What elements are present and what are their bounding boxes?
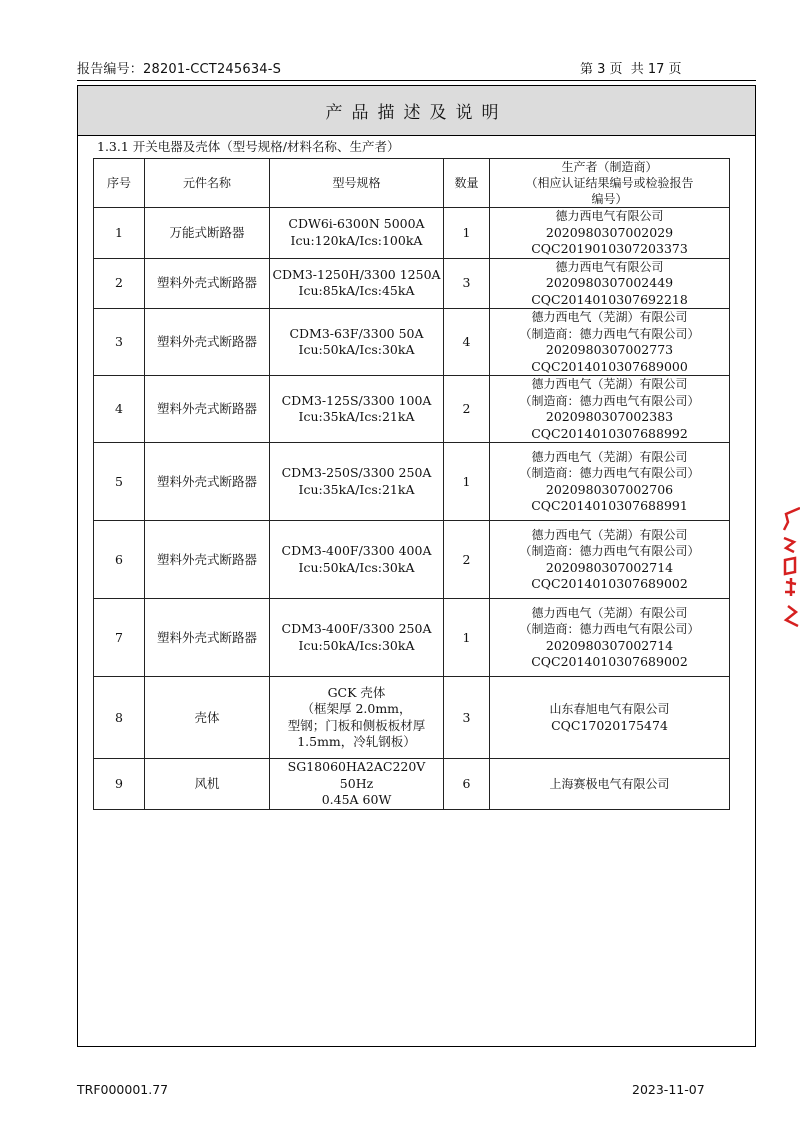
model-spec: [270, 258, 444, 309]
table-row: [94, 521, 730, 599]
manufacturer-line: 2020980307002706: [545, 481, 674, 497]
manufacturer-line: 2020980307002773: [545, 342, 674, 357]
manufacturer-line: 2020980307002029: [545, 224, 674, 240]
model-line: 型钢；门板和侧板板材厚: [287, 717, 426, 733]
model-spec: [270, 599, 444, 677]
manufacturer-line: 2020980307002714: [545, 637, 674, 653]
manufacturer-line: （制造商：德力西电气有限公司）: [519, 466, 700, 480]
header-rule: [77, 80, 756, 81]
maker-header-line: 生产者（制造商）: [561, 160, 658, 174]
page-title: 产品描述及说明: [325, 103, 508, 123]
col-header-maker: [490, 159, 730, 208]
manufacturer-line: 德力西电气（芜湖）有限公司: [531, 527, 688, 542]
model-spec: [270, 443, 444, 521]
manufacturer-line: CQC2014010307689002: [531, 576, 688, 591]
manufacturer-line: （制造商：德力西电气有限公司）: [519, 544, 700, 558]
row-number: 5: [94, 443, 145, 521]
model-line: CDM3-400F/3300 400A: [281, 543, 432, 558]
model-spec: [270, 309, 444, 376]
form-number: TRF000001.77: [77, 1082, 169, 1097]
row-number: 2: [94, 258, 145, 309]
manufacturer-line: 山东春旭电气有限公司: [549, 702, 670, 716]
maker-header-line: （相应认证结果编号或检验报告: [525, 176, 694, 190]
seal-stamp-edge: [780, 500, 800, 630]
page-total: 共 17 页: [630, 62, 682, 77]
table-row: [94, 677, 730, 759]
row-number: 7: [94, 599, 145, 677]
model-spec: [270, 677, 444, 759]
table-header-row: [94, 159, 730, 208]
manufacturer: [490, 759, 730, 810]
model-line: CDM3-1250H/3300 1250A: [272, 266, 441, 282]
manufacturer-line: 2020980307002383: [545, 409, 674, 424]
component-name: 塑料外壳式断路器: [145, 443, 270, 521]
row-number: 9: [94, 759, 145, 810]
report-number: 报告编号：28201-CCT245634-S: [77, 62, 282, 77]
manufacturer: [490, 309, 730, 376]
quantity: 3: [444, 258, 490, 309]
model-line: Icu:35kA/Ics:21kA: [298, 409, 415, 424]
table-row: [94, 208, 730, 259]
manufacturer-line: CQC2019010307203373: [531, 241, 688, 256]
manufacturer-line: CQC2014010307688991: [531, 498, 688, 513]
table-row: [94, 443, 730, 521]
model-line: SG18060HA2AC220V 50Hz: [287, 759, 426, 791]
component-name: 风机: [145, 759, 270, 810]
manufacturer-line: 德力西电气（芜湖）有限公司: [531, 310, 688, 324]
page-indicator: [580, 58, 686, 77]
model-line: CDM3-400F/3300 250A: [281, 621, 432, 636]
quantity: 1: [444, 599, 490, 677]
title-band: [78, 86, 755, 136]
manufacturer-line: 2020980307002449: [545, 275, 674, 290]
row-number: 6: [94, 521, 145, 599]
manufacturer-line: 德力西电气有限公司: [555, 209, 664, 223]
quantity: 3: [444, 677, 490, 759]
component-name: 塑料外壳式断路器: [145, 521, 270, 599]
col-header-name: 元件名称: [145, 159, 270, 208]
component-name: 塑料外壳式断路器: [145, 599, 270, 677]
manufacturer: [490, 258, 730, 309]
model-line: CDW6i-6300N 5000A: [288, 216, 425, 232]
model-spec: [270, 521, 444, 599]
manufacturer-line: （制造商：德力西电气有限公司）: [519, 326, 700, 341]
quantity: 1: [444, 208, 490, 259]
manufacturer-line: CQC2014010307688992: [531, 425, 688, 441]
quantity: 4: [444, 309, 490, 376]
model-line: 0.45A 60W: [321, 792, 392, 807]
manufacturer-line: 德力西电气（芜湖）有限公司: [531, 377, 688, 391]
row-number: 8: [94, 677, 145, 759]
component-name: 万能式断路器: [145, 208, 270, 259]
manufacturer: [490, 677, 730, 759]
model-line: （框架厚 2.0mm，: [301, 701, 412, 716]
manufacturer-line: （制造商：德力西电气有限公司）: [519, 393, 700, 408]
table-row: [94, 258, 730, 309]
model-line: Icu:50kA/Ics:30kA: [298, 559, 415, 575]
manufacturer-line: 德力西电气（芜湖）有限公司: [531, 449, 688, 464]
model-line: CDM3-63F/3300 50A: [289, 325, 424, 341]
model-line: Icu:50kA/Ics:30kA: [298, 637, 415, 653]
quantity: 2: [444, 376, 490, 443]
manufacturer: [490, 521, 730, 599]
model-line: GCK 壳体: [327, 684, 386, 700]
manufacturer: [490, 443, 730, 521]
manufacturer-line: 2020980307002714: [545, 559, 674, 575]
quantity: 2: [444, 521, 490, 599]
col-header-qty: 数量: [444, 159, 490, 208]
manufacturer: [490, 599, 730, 677]
model-line: Icu:85kA/Ics:45kA: [298, 283, 415, 299]
component-name: 塑料外壳式断路器: [145, 309, 270, 376]
component-name: 壳体: [145, 677, 270, 759]
col-header-model: 型号规格: [270, 159, 444, 208]
page-frame: [77, 85, 756, 1047]
manufacturer: [490, 208, 730, 259]
model-line: Icu:120kA/Ics:100kA: [290, 232, 423, 248]
table-row: [94, 309, 730, 376]
table-row: [94, 599, 730, 677]
page-number: 第 3 页: [580, 62, 623, 77]
model-line: CDM3-250S/3300 250A: [281, 465, 432, 480]
table-row: [94, 376, 730, 443]
quantity: 6: [444, 759, 490, 810]
col-header-no: 序号: [94, 159, 145, 208]
manufacturer-line: 德力西电气（芜湖）有限公司: [531, 605, 688, 620]
row-number: 3: [94, 309, 145, 376]
model-spec: [270, 759, 444, 810]
model-line: Icu:50kA/Ics:30kA: [298, 342, 415, 357]
quantity: 1: [444, 443, 490, 521]
report-date: 2023-11-07: [632, 1082, 705, 1097]
component-name: 塑料外壳式断路器: [145, 258, 270, 309]
manufacturer-line: 上海赛极电气有限公司: [549, 776, 670, 791]
manufacturer-line: CQC2014010307689000: [531, 358, 688, 374]
component-name: 塑料外壳式断路器: [145, 376, 270, 443]
model-line: CDM3-125S/3300 100A: [281, 392, 432, 408]
manufacturer-line: CQC17020175474: [551, 717, 668, 733]
manufacturer-line: CQC2014010307689002: [531, 654, 688, 669]
manufacturer: [490, 376, 730, 443]
manufacturer-line: 德力西电气有限公司: [555, 259, 664, 274]
components-table: [93, 158, 730, 810]
manufacturer-line: （制造商：德力西电气有限公司）: [519, 622, 700, 636]
row-number: 1: [94, 208, 145, 259]
section-heading: 1.3.1 开关电器及壳体（型号规格/材料名称、生产者）: [97, 139, 400, 154]
model-spec: [270, 208, 444, 259]
manufacturer-line: CQC2014010307692218: [531, 291, 688, 307]
model-spec: [270, 376, 444, 443]
row-number: 4: [94, 376, 145, 443]
maker-header-line: 编号）: [591, 192, 628, 206]
model-line: 1.5mm，冷轧钢板）: [297, 734, 416, 749]
model-line: Icu:35kA/Ics:21kA: [298, 481, 415, 497]
table-row: [94, 759, 730, 810]
